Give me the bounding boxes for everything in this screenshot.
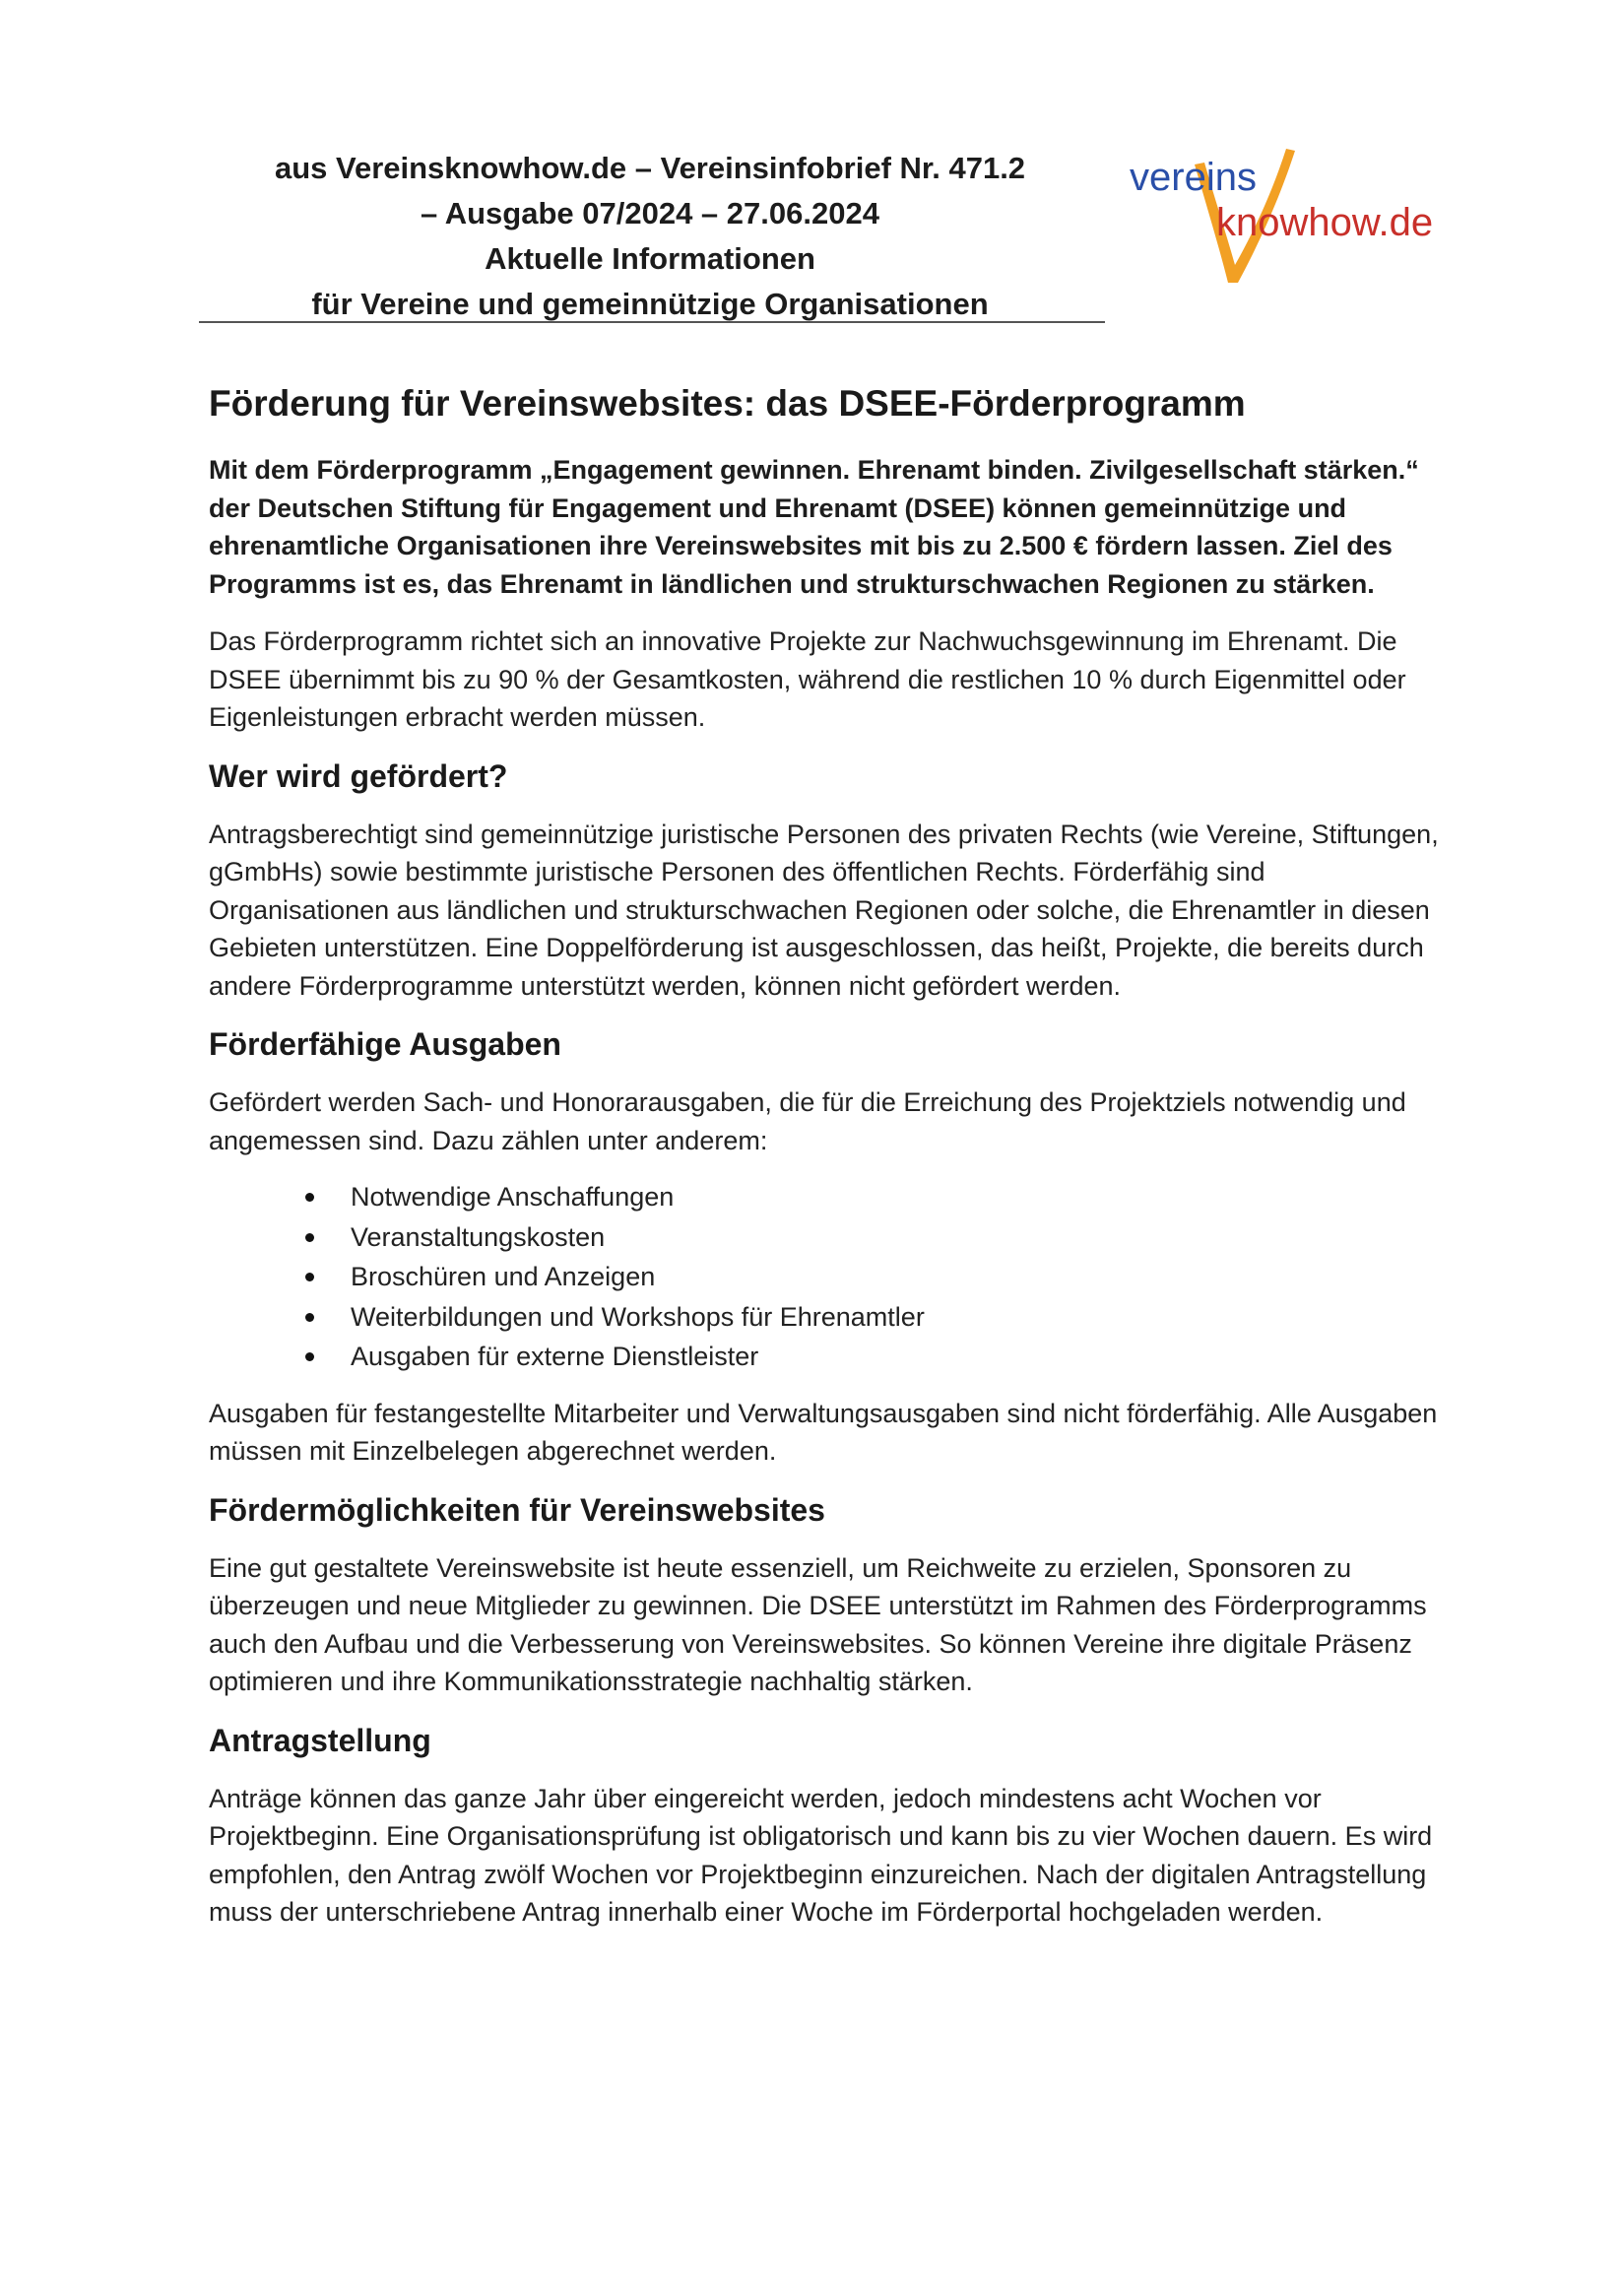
header-line-audience: für Vereine und gemeinnützige Organisationen: [311, 287, 989, 321]
logo-word-bottom: knowhow.de: [1216, 201, 1434, 244]
section-text-application: Anträge können das ganze Jahr über eingereicht werden, jedoch mindestens acht Wochen vor Projektbeginn. Eine Organisationsprüfung ist obligatorisch und kann bis zu vier Wochen dauern. Es wird empfohlen, den Antrag zwölf Wochen vor Projektbeginn einzureichen. Nach der digitalen Antragstellung muss der unterschriebene Antrag innerhalb einer Woche im Förderportal hochgeladen werden.: [209, 1783, 1433, 1927]
section-text-expenses: Gefördert werden Sach- und Honorarausgaben, die für die Erreichung des Projektziels notwendig und angemessen sind. Dazu zählen unter anderem:: [209, 1087, 1406, 1155]
list-item: [305, 1217, 1440, 1258]
article: [209, 378, 1440, 1949]
expenses-list: [209, 1177, 1440, 1377]
bullet-icon: [305, 1273, 314, 1281]
list-item-text: Broschüren und Anzeigen: [351, 1262, 656, 1291]
list-item: [305, 1257, 1440, 1297]
list-item-text: Ausgaben für externe Dienstleister: [351, 1342, 759, 1371]
bullet-icon: [305, 1352, 314, 1361]
header-line-issue: – Ausgabe 07/2024 – 27.06.2024: [421, 196, 879, 230]
section-heading-websites: Fördermöglichkeiten für Vereinswebsites: [209, 1491, 825, 1528]
section-text-eligibility: Antragsberechtigt sind gemeinnützige juristische Personen des privaten Rechts (wie Vereine, Stiftungen, gGmbHs) sowie bestimmte juristische Personen des öffentlichen Rechts. Förderfähig sind Organisationen aus ländlichen und strukturschwachen Regionen oder solche, die Ehrenamtler in diesen Gebieten unterstützen. Eine Doppelförderung ist ausgeschlossen, das heißt, Projekte, die bereits durch andere Förderprogramme unterstützt werden, können nicht gefördert werden.: [209, 819, 1439, 1001]
article-intro: Das Förderprogramm richtet sich an innovative Projekte zur Nachwuchsgewinnung im Ehrenamt. Die DSEE übernimmt bis zu 90 % der Gesamtkosten, während die restlichen 10 % durch Eigenmittel oder Eigenleistungen erbracht werden müssen.: [209, 626, 1406, 732]
header-line-source: aus Vereinsknowhow.de – Vereinsinfobrief Nr. 471.2: [274, 151, 1026, 185]
list-item: [305, 1297, 1440, 1338]
list-item: [305, 1337, 1440, 1377]
section-heading-expenses: Förderfähige Ausgaben: [209, 1026, 561, 1062]
list-item-text: Weiterbildungen und Workshops für Ehrenamtler: [351, 1301, 925, 1332]
list-item: [305, 1177, 1440, 1217]
section-text-expenses-after: Ausgaben für festangestellte Mitarbeiter und Verwaltungsausgaben sind nicht förderfähig. Alle Ausgaben müssen mit Einzelbelegen abgerechnet werden.: [209, 1398, 1438, 1466]
bullet-icon: [305, 1193, 314, 1202]
bullet-icon: [305, 1313, 314, 1322]
list-item-text: Notwendige Anschaffungen: [351, 1182, 675, 1212]
section-heading-application: Antragstellung: [209, 1722, 431, 1758]
article-title: Förderung für Vereinswebsites: das DSEE-Förderprogramm: [209, 383, 1246, 424]
bullet-icon: [305, 1233, 314, 1242]
section-heading-eligibility: Wer wird gefördert?: [209, 757, 508, 794]
newsletter-header: [197, 146, 1103, 327]
header-divider: [199, 321, 1105, 323]
logo-word-top: vereins: [1130, 156, 1257, 199]
vereinsknowhow-logo: [1118, 143, 1448, 291]
section-text-websites: Eine gut gestaltete Vereinswebsite ist heute essenziell, um Reichweite zu erzielen, Sponsoren zu überzeugen und neue Mitglieder zu gewinnen. Die DSEE unterstützt im Rahmen des Förderprogramms auch den Aufbau und die Verbesserung von Vereinswebsites. So können Vereine ihre digitale Präsenz optimieren und ihre Kommunikationsstrategie nachhaltig stärken.: [209, 1552, 1427, 1696]
list-item-text: Veranstaltungskosten: [351, 1221, 606, 1252]
header-line-subtitle: Aktuelle Informationen: [485, 241, 815, 276]
article-lead: Mit dem Förderprogramm „Engagement gewinnen. Ehrenamt binden. Zivilgesellschaft stärken.“ der Deutschen Stiftung für Engagement und Ehrenamt (DSEE) können gemeinnützige und ehrenamtliche Organisationen ihre Vereinswebsites mit bis zu 2.500 € fördern lassen. Ziel des Programms ist es, das Ehrenamt in ländlichen und strukturschwachen Regionen zu stärken.: [209, 455, 1419, 599]
